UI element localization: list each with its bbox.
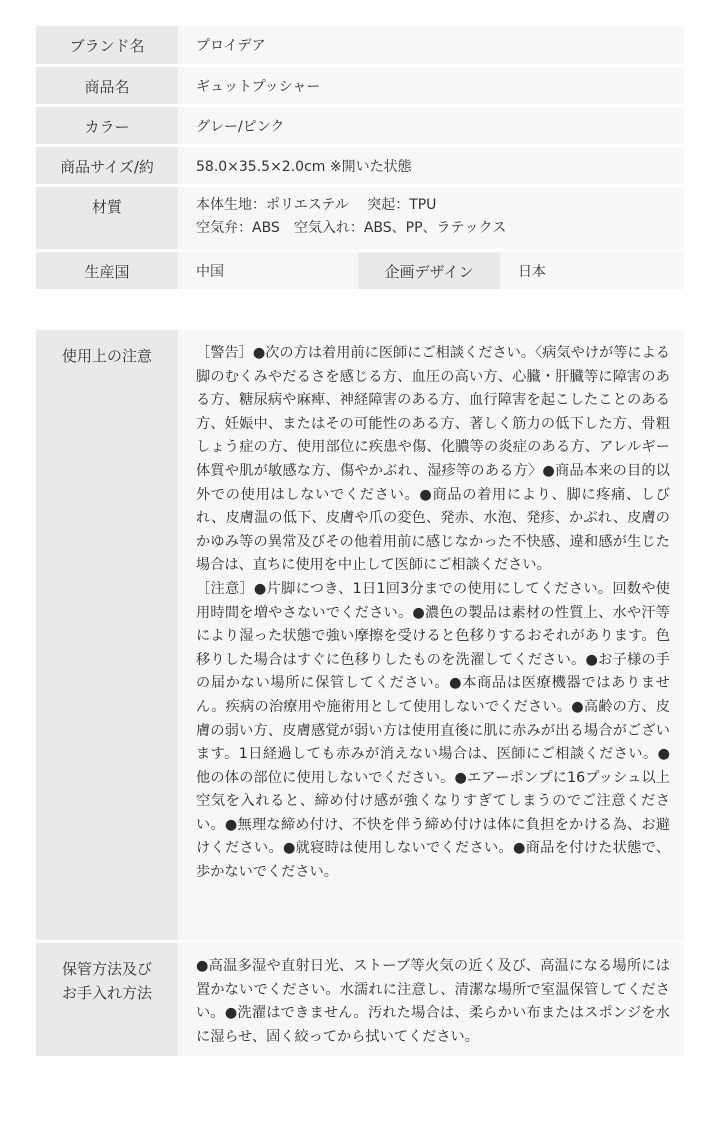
notes-row-usage	[36, 330, 684, 940]
origin-label: 生産国	[36, 252, 178, 289]
brand-label: ブランド名	[36, 26, 178, 64]
usage-label: 使用上の注意	[36, 330, 178, 940]
product-value: ギュットプッシャー	[196, 79, 321, 95]
spec-row-origin	[36, 252, 684, 289]
color-value: グレー/ピンク	[196, 119, 285, 135]
storage-paragraph: ●高温多湿や直射日光、ストーブ等火気の近く及び、高温になる場所には置かないでください。水濡れに注意し、清潔な場所で室温保管してください。●洗濯はできません。汚れた場合は、柔らかい布またはスポンジを水に湿らせ、固く絞ってから拭いてください。	[196, 958, 670, 1045]
size-label: 商品サイズ/約	[36, 147, 178, 184]
spec-row-product	[36, 67, 684, 104]
storage-label	[36, 943, 178, 1056]
notes-table	[36, 330, 684, 1059]
design-label: 企画デザイン	[358, 252, 500, 289]
notes-row-storage	[36, 943, 684, 1056]
material-label: 材質	[36, 187, 178, 249]
material-line-1: 本体生地：ポリエステル 突起：TPU	[196, 197, 437, 213]
spec-row-material	[36, 187, 684, 249]
storage-label-line-2: お手入れ方法	[61, 984, 152, 1002]
usage-text	[178, 330, 684, 940]
spec-row-size	[36, 147, 684, 184]
storage-text	[178, 943, 684, 1056]
spec-row-color	[36, 107, 684, 144]
caution-paragraph: ［注意］●片脚につき、1日1回3分までの使用にしてください。回数や使用時間を増やさないでください。●濃色の製品は素材の性質上、水や汗等により湿った状態で強い摩擦を受けると色移りするおそれがあります。色移りした場合はすぐに色移りしたものを洗濯してください。●お子様の手の届かない場所に保管してください。●本商品は医療機器ではありません。疾病の治療用や施術用として使用しないでください。●高齢の方、皮膚の弱い方、皮膚感覚が弱い方は使用直後に肌に赤みが出る場合がございます。1日経過しても赤みが消えない場合は、医師にご相談ください。●他の体の部位に使用しないでください。●エアーポンプに16プッシュ以上空気を入れると、締め付け感が強くなりすぎてしまうのでご注意ください。●無理な締め付け、不快を伴う締め付けは体に負担をかける為、お避けください。●就寝時は使用しないでください。●商品を付けた状態で、歩かないでください。	[196, 580, 670, 881]
material-value	[178, 187, 684, 249]
brand-value: プロイデア	[196, 38, 266, 54]
warning-paragraph: ［警告］●次の方は着用前に医師にご相談ください。〈病気やけが等による脚のむくみやだるさを感じる方、血圧の高い方、心臓・肝臓等に障害のある方、糖尿病や麻痺、神経障害のある方、血行障害を起こしたことのある方、妊娠中、またはその可能性のある方、著しく筋力の低下した方、骨粗しょう症の方、使用部位に疾患や傷、化膿等の炎症のある方、アレルギー体質や肌が敏感な方、傷やかぶれ、湿疹等のある方〉●商品本来の目的以外での使用はしないでください。●商品の着用により、脚に疼痛、しびれ、皮膚温の低下、皮膚や爪の変色、発赤、水泡、発疹、かぶれ、皮膚のかゆみ等の異常及びその他着用前に感じなかった不快感、違和感が生じた場合は、直ちに使用を中止して医師にご相談ください。	[196, 345, 670, 574]
storage-label-line-1: 保管方法及び	[61, 960, 152, 978]
color-label: カラー	[36, 107, 178, 144]
spec-row-brand	[36, 26, 684, 64]
spec-table	[36, 26, 684, 292]
material-line-2: 空気弁：ABS 空気入れ：ABS、PP、ラテックス	[196, 220, 507, 236]
design-value: 日本	[518, 264, 546, 280]
size-value: 58.0×35.5×2.0cm ※開いた状態	[196, 159, 412, 175]
product-label: 商品名	[36, 67, 178, 104]
origin-value: 中国	[196, 264, 224, 280]
